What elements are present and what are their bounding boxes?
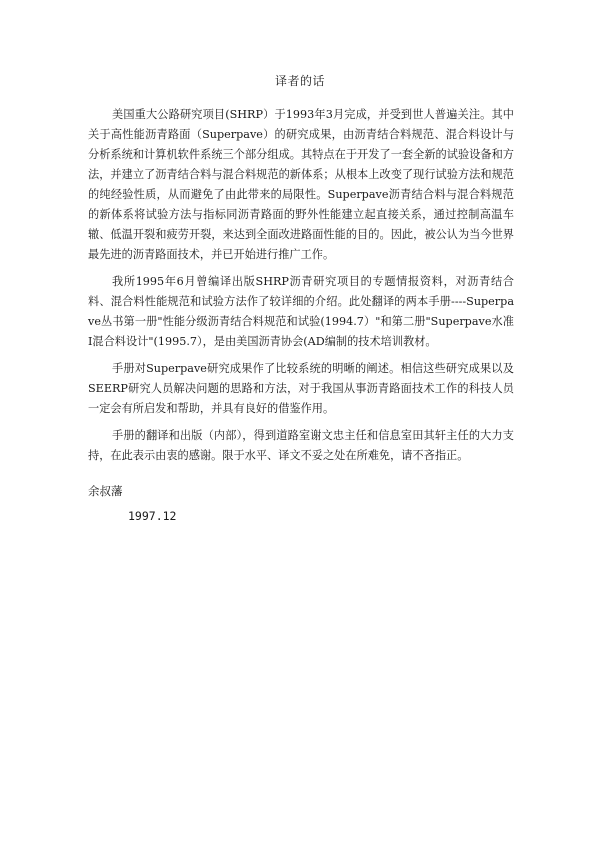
page-title: 译者的话 xyxy=(274,74,325,88)
translator-signature: 余叔藩 xyxy=(88,484,123,498)
body-text xyxy=(88,105,514,473)
paragraph: 手册对Superpave研究成果作了比较系统的明晰的阐述。相信这些研究成果以及SEERP研究人员解决问题的思路和方法，对于我国从事沥青路面技术工作的科技人员一定会有所启发和帮助，并具有良好的借鉴作用。 xyxy=(88,362,514,415)
paragraph: 美国重大公路研究项目(SHRP）于1993年3月完成，并受到世人普遍关注。其中关于高性能沥青路面（Superpave）的研究成果，由沥青结合料规范、混合料设计与分析系统和计算机软件系统三个部分组成。其特点在于开发了一套全新的试验设备和方法，并建立了沥青结合料与混合料规范的新体系；从根本上改变了现行试验方法和规范的纯经验性质，从而避免了由此带来的局限性。Superpave沥青结合料与混合料规范的新体系将试验方法与指标同沥青路面的野外性能建立起直接关系，通过控制高温车辙、低温开裂和疲劳开裂，来达到全面改进路面性能的目的。因此，被公认为当今世界最先进的沥青路面技术，并已开始进行推广工作。 xyxy=(88,108,514,261)
paragraph: 手册的翻译和出版（内部），得到道路室谢文忠主任和信息室田其轩主任的大力支持，在此表示由衷的感谢。限于水平、译文不妥之处在所难免，请不吝指正。 xyxy=(88,429,514,462)
paragraph: 我所1995年6月曾编译出版SHRP沥青研究项目的专题情报资料，对沥青结合料、混合料性能规范和试验方法作了较详细的介绍。此处翻译的两本手册----Superpave丛书第一册"性能分级沥青结合料规范和试验(1994.7）"和第二册"Superpave水准Ⅰ混合料设计"(1995.7），是由美国沥青协会(AD编制的技术培训教材。 xyxy=(88,275,514,348)
signature-date: 1997.12 xyxy=(128,509,177,523)
